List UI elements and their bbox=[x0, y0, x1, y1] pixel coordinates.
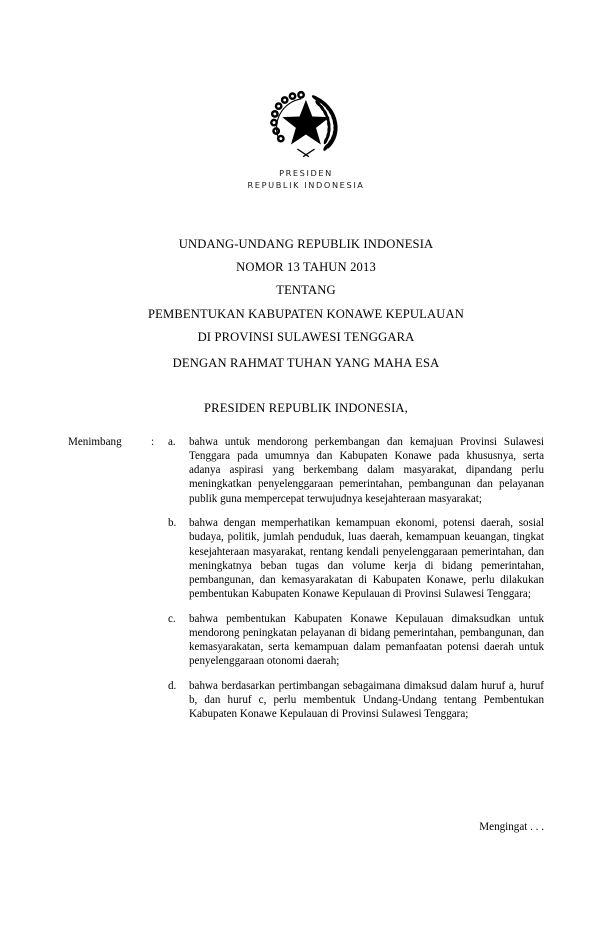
page-title bbox=[0, 233, 612, 349]
subheading-block bbox=[0, 352, 612, 420]
consideration-marker-b: b. bbox=[168, 517, 177, 530]
title-line-about: TENTANG bbox=[276, 283, 336, 298]
considerations-section bbox=[68, 435, 544, 721]
consideration-marker-d: d. bbox=[168, 679, 177, 692]
consideration-text-a: bahwa untuk mendorong perkembangan dan kemajuan Provinsi Sulawesi Tenggara pada umumnya dan Kabupaten Konawe pada khususnya, serta adanya aspirasi yang berkembang dalam masyarakat, dipandang perlu meningkatkan penyelenggaraan pemerintahan, pembangunan dan pelayanan publik guna mempercepat terwujudnya kesejahteraan masyarakat; bbox=[189, 436, 544, 505]
title-line-law-type: UNDANG-UNDANG REPUBLIK INDONESIA bbox=[178, 237, 434, 251]
title-line-province: DI PROVINSI SULAWESI TENGGARA bbox=[197, 329, 415, 344]
masthead-caption bbox=[0, 168, 612, 191]
consideration-text-d: bahwa berdasarkan pertimbangan sebagaimana dimaksud dalam huruf a, huruf b, dan huruf c, perlu membentuk Undang-Undang tentang Pembentukan Kabupaten Konawe Kepulauan di Provinsi Sulawesi Tenggara; bbox=[189, 679, 544, 721]
consideration-item-d bbox=[68, 679, 544, 721]
consideration-item-b bbox=[68, 516, 544, 601]
subheading-blessing: DENGAN RAHMAT TUHAN YANG MAHA ESA bbox=[172, 356, 440, 370]
masthead-caption-line-2: REPUBLIK INDONESIA bbox=[247, 179, 365, 190]
page-catchword: Mengingat . . . bbox=[479, 821, 544, 833]
consideration-marker-a: a. bbox=[168, 436, 176, 448]
garuda-star-wreath-emblem bbox=[257, 84, 355, 160]
considerations-label: Menimbang bbox=[68, 436, 122, 448]
consideration-item-a bbox=[68, 435, 544, 506]
consideration-item-c bbox=[68, 612, 544, 669]
masthead-caption-line-1: PRESIDEN bbox=[279, 168, 333, 178]
subheading-president: PRESIDEN REPUBLIK INDONESIA, bbox=[204, 401, 408, 416]
title-line-subject: PEMBENTUKAN KABUPATEN KONAWE KEPULAUAN bbox=[148, 306, 464, 321]
consideration-text-b: bahwa dengan memperhatikan kemampuan ekonomi, potensi daerah, sosial budaya, politik, jumlah penduduk, luas daerah, kemampuan keuangan, tingkat kesejahteraan masyarakat, rentang kendali penyelenggaraan pemerintahan, dan meningkatnya beban tugas dan volume kerja di bidang pemerintahan, pembangunan, dan kemasyarakatan di Kabupaten Konawe, perlu dilakukan pembentukan Kabupaten Konawe Kepulauan di Provinsi Sulawesi Tenggara; bbox=[189, 517, 544, 601]
masthead bbox=[0, 84, 612, 191]
consideration-text-c: bahwa pembentukan Kabupaten Konawe Kepulauan dimaksudkan untuk mendorong peningkatan pelayanan di bidang pemerintahan, pembangunan, dan kemasyarakatan, serta kemampuan dalam pemanfaatan potensi daerah untuk penyelenggaraan otonomi daerah; bbox=[189, 612, 544, 668]
title-line-number-year: NOMOR 13 TAHUN 2013 bbox=[236, 260, 376, 275]
subheading-spacer bbox=[0, 375, 612, 397]
considerations-colon: : bbox=[151, 436, 155, 448]
consideration-marker-c: c. bbox=[168, 612, 176, 625]
